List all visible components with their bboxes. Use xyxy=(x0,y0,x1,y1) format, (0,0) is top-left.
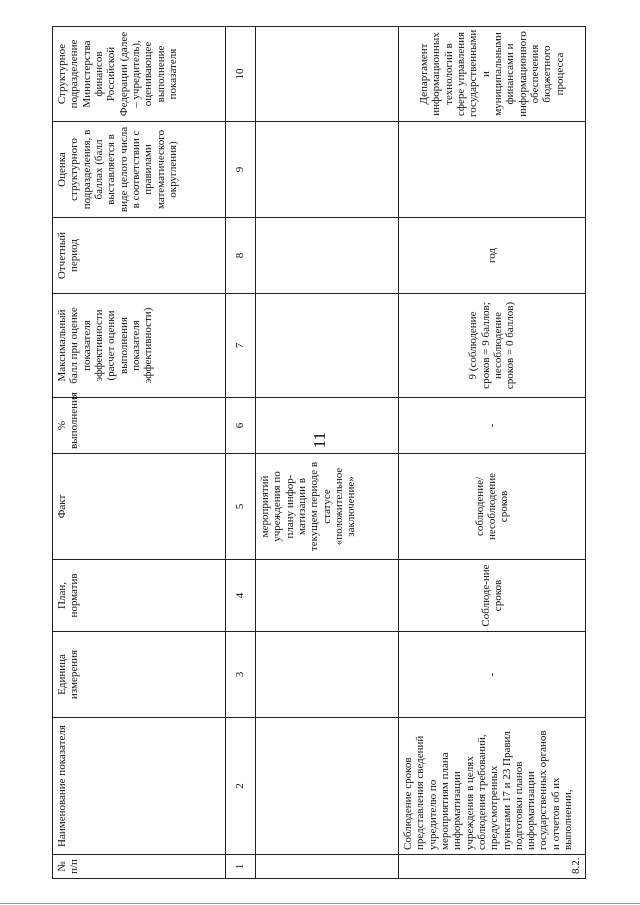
col-number-4: 4 xyxy=(226,560,256,632)
col-number-2: 2 xyxy=(226,718,256,855)
col-number-9: 9 xyxy=(226,122,256,218)
max-score-cell: 9 (соблюдение сроков = 9 баллов; несоблюдение сроков = 0 баллов) xyxy=(399,294,586,398)
unit-cell: - xyxy=(399,632,586,718)
period-cell: год xyxy=(399,218,586,294)
header-unit: Единица измерения xyxy=(53,632,226,718)
indicator-table xyxy=(52,26,586,879)
header-percent: % выполнения xyxy=(53,398,226,454)
header-fact: Факт xyxy=(53,454,226,560)
indicator-name: Соблюдение сроков представления сведений учредителю по мероприятиям плана информатизации учреждения в целях соблюдения требований, предусмотренных пунктами 17 и 23 Правил подготовки планов информатизации государственных органов и отчетов об их выполнении, xyxy=(399,718,586,855)
header-max-score: Максимальный балл при оценке показателя эффективности (расчет оценки выполнения показателя эффективности) xyxy=(53,294,226,398)
fact-cell: соблюдение/ несоблюдение сроков xyxy=(399,454,586,560)
table-row-8-2 xyxy=(399,27,586,879)
column-number-row xyxy=(226,27,256,879)
score-cell xyxy=(399,122,586,218)
plan-cell: Соблюде-ние сроков xyxy=(399,560,586,632)
header-num: № п/п xyxy=(53,855,226,879)
header-period: Отчетный период xyxy=(53,218,226,294)
department-cell: Департамент информационных технологий в сфере управления государственными и муниципальными финансами и информационного обеспечения бюджетного процесса xyxy=(399,27,586,122)
header-score: Оценка структурного подразделения, в баллах (балл выставляется в виде целого числа в соответствии с правилами математического округления) xyxy=(53,122,226,218)
col-number-7: 7 xyxy=(226,294,256,398)
percent-cell: - xyxy=(399,398,586,454)
col-number-1: 1 xyxy=(226,855,256,879)
col-number-8: 8 xyxy=(226,218,256,294)
header-row xyxy=(53,27,226,879)
header-plan: План, норматив xyxy=(53,560,226,632)
prev-fact-cell: мероприятий учреждения по плану инфор-матизации в текущем периоде в статусе «положительное заключение» xyxy=(256,454,399,560)
table-row-prev-continuation xyxy=(256,27,399,879)
header-department: Структурное подразделение Министерства финансов Российской Федерации (далее – учредитель), оценивающее выполнение показателя xyxy=(53,27,226,122)
col-number-6: 6 xyxy=(226,398,256,454)
header-name: Наименование показателя xyxy=(53,718,226,855)
row-number: 8.2. xyxy=(399,855,586,879)
col-number-10: 10 xyxy=(226,27,256,122)
col-number-5: 5 xyxy=(226,454,256,560)
page-edge-line xyxy=(0,903,640,904)
page-number: 11 xyxy=(310,431,329,449)
rotated-table-container xyxy=(52,27,586,879)
col-number-3: 3 xyxy=(226,632,256,718)
